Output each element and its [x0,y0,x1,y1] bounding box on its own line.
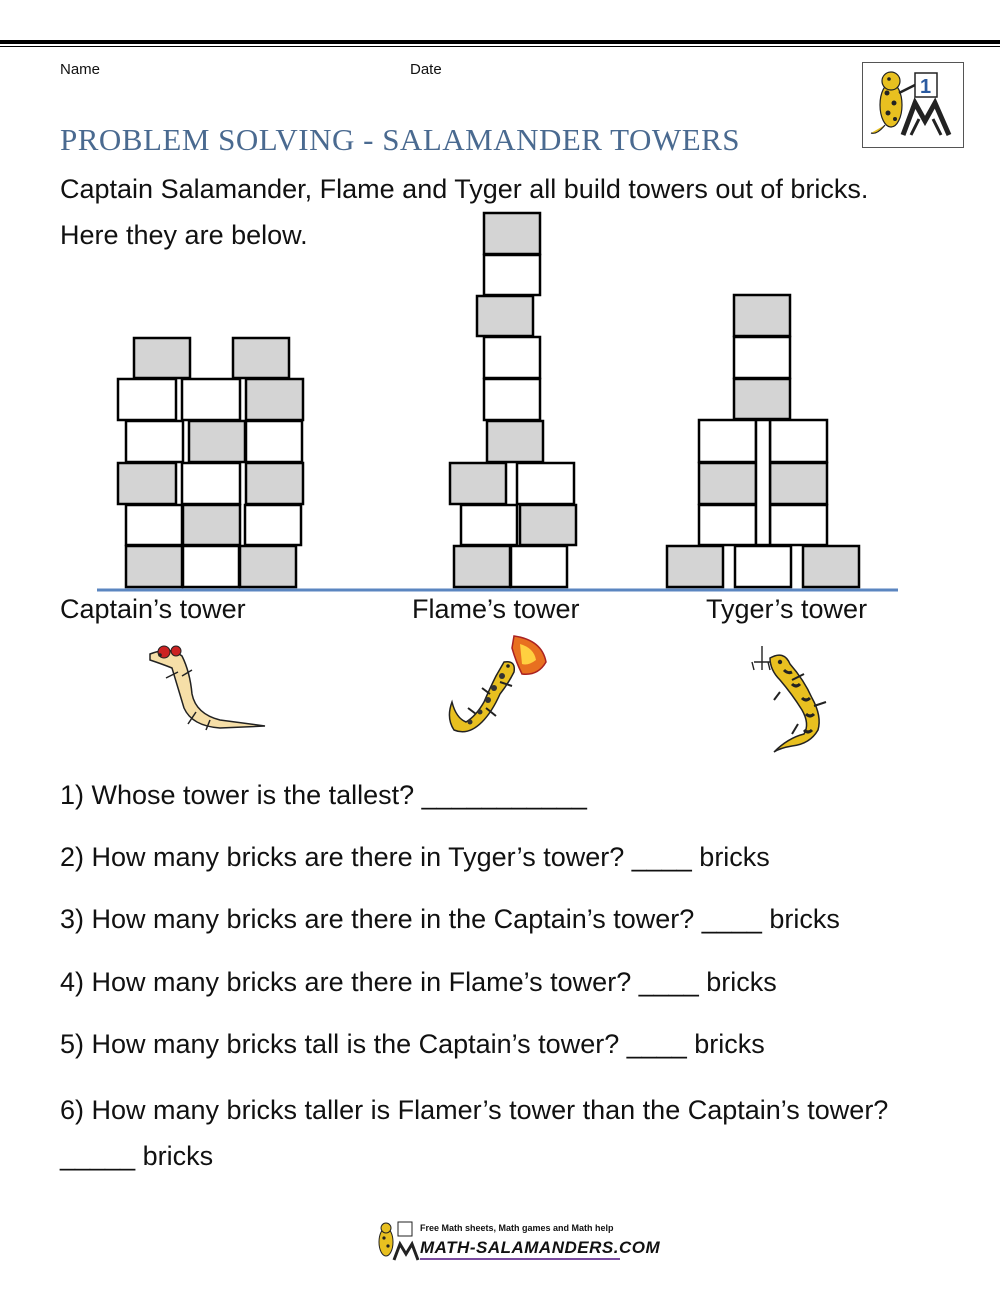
tyger-tower-label: Tyger’s tower [706,594,868,624]
question-5: 5) How many bricks tall is the Captain’s tower? ____ bricks [60,1029,765,1059]
captain-tower-label: Captain’s tower [60,594,246,624]
date-label: Date [410,61,442,78]
captain-tower [118,338,303,587]
top-rule [0,40,1000,44]
question-4: 4) How many bricks are there in Flame’s tower? ____ bricks [60,967,777,997]
footer-salamander-icon [372,1220,422,1262]
question-1: 1) Whose tower is the tallest? ___________ [60,780,587,810]
top-rule-thin [0,46,1000,47]
tyger-salamander-icon [748,640,844,756]
question-2: 2) How many bricks are there in Tyger’s tower? ____ bricks [60,842,770,872]
footer-tagline: Free Math sheets, Math games and Math help [420,1223,614,1233]
page-title: PROBLEM SOLVING - SALAMANDER TOWERS [60,122,741,157]
flame-tower-label: Flame’s tower [412,594,580,624]
tyger-tower [667,295,859,587]
grade-logo [862,62,964,148]
salamander-teacher-icon [863,63,963,147]
flame-salamander-icon [442,632,552,742]
captain-salamander-icon [140,642,270,732]
question-3: 3) How many bricks are there in the Captain’s tower? ____ bricks [60,904,840,934]
intro-text: Captain Salamander, Flame and Tyger all build towers out of bricks. Here they are below. [60,174,869,250]
footer-underline [420,1258,620,1260]
towers-illustration [0,200,1000,600]
question-6: 6) How many bricks taller is Flamer’s tower than the Captain’s tower? _____ bricks [60,1095,889,1171]
grade-number: 1 [920,76,932,98]
name-label: Name [60,61,101,78]
flame-tower [450,213,576,587]
footer-site[interactable]: MATH-SALAMANDERS.COM [420,1238,661,1257]
